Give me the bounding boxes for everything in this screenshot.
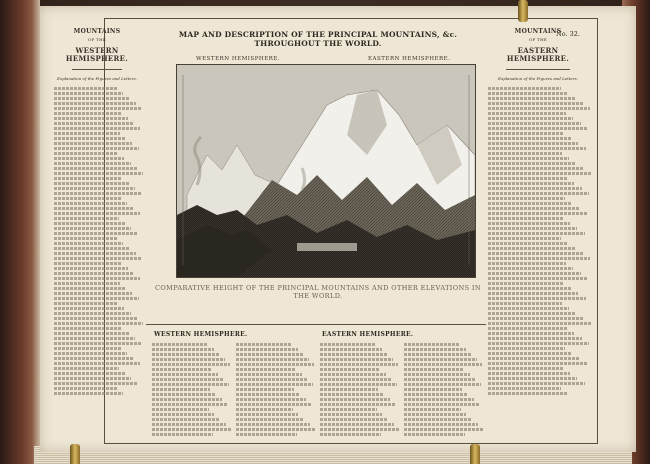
text-line bbox=[236, 398, 306, 401]
text-line bbox=[320, 358, 393, 361]
text-line bbox=[488, 212, 587, 215]
text-line bbox=[54, 192, 141, 195]
text-line bbox=[54, 132, 120, 135]
text-line bbox=[54, 237, 117, 240]
text-line bbox=[488, 127, 588, 130]
text-line bbox=[404, 398, 474, 401]
text-line bbox=[404, 418, 472, 421]
text-line bbox=[488, 242, 568, 245]
text-line bbox=[488, 382, 585, 385]
text-line bbox=[404, 383, 481, 386]
text-line bbox=[488, 122, 581, 125]
plate-number: No. 32. bbox=[556, 30, 580, 38]
text-line bbox=[488, 97, 575, 100]
text-line bbox=[488, 347, 565, 350]
text-line bbox=[488, 342, 589, 345]
text-line bbox=[320, 383, 397, 386]
text-line bbox=[54, 177, 122, 180]
text-line bbox=[236, 388, 294, 391]
text-line bbox=[320, 423, 394, 426]
text-line bbox=[488, 187, 582, 190]
text-line bbox=[152, 358, 225, 361]
eastern-column-title bbox=[486, 28, 590, 63]
text-line bbox=[404, 358, 477, 361]
western-mountain-list bbox=[52, 87, 142, 395]
text-line bbox=[404, 343, 460, 346]
text-line bbox=[54, 202, 127, 205]
text-line bbox=[488, 282, 564, 285]
text-line bbox=[152, 423, 226, 426]
text-line bbox=[54, 142, 132, 145]
text-line bbox=[54, 302, 118, 305]
western-column-title bbox=[52, 28, 142, 63]
text-line bbox=[404, 353, 471, 356]
text-line bbox=[54, 207, 133, 210]
text-line bbox=[236, 358, 309, 361]
text-line bbox=[320, 428, 399, 431]
text-line bbox=[152, 348, 214, 351]
text-line bbox=[152, 413, 214, 416]
text-line bbox=[54, 247, 130, 250]
text-line bbox=[236, 368, 296, 371]
text-line bbox=[54, 337, 135, 340]
text-line bbox=[320, 363, 398, 366]
text-line bbox=[54, 197, 121, 200]
text-line bbox=[488, 387, 561, 390]
book-clasp-bottom-left bbox=[70, 444, 80, 464]
book-cover-left bbox=[0, 0, 40, 464]
text-line bbox=[404, 423, 478, 426]
text-line bbox=[404, 368, 464, 371]
text-line bbox=[54, 312, 131, 315]
text-line bbox=[488, 162, 576, 165]
text-line bbox=[488, 182, 574, 185]
eastern-hemisphere-label: EASTERN HEMISPHERE. bbox=[368, 56, 451, 62]
text-line bbox=[488, 372, 570, 375]
western-mountains-column bbox=[52, 28, 142, 438]
bottom-eastern-title: EASTERN HEMISPHERE. bbox=[322, 331, 414, 338]
text-line bbox=[488, 227, 577, 230]
text-line bbox=[236, 413, 298, 416]
text-line bbox=[54, 392, 123, 395]
text-line bbox=[152, 408, 209, 411]
text-line bbox=[54, 367, 119, 370]
text-line bbox=[236, 428, 315, 431]
divider bbox=[506, 69, 570, 70]
page-title: MAP AND DESCRIPTION OF THE PRINCIPAL MOUNTAINS, &c. THROUGHOUT THE WORLD. bbox=[178, 30, 458, 48]
text-line bbox=[488, 232, 585, 235]
text-line bbox=[488, 107, 590, 110]
text-line bbox=[152, 393, 216, 396]
text-line bbox=[488, 222, 570, 225]
text-line bbox=[54, 222, 125, 225]
mountain-engraving bbox=[176, 64, 476, 278]
text-line bbox=[54, 272, 134, 275]
text-line bbox=[152, 353, 219, 356]
text-line bbox=[54, 287, 126, 290]
western-title-line2: OF THE bbox=[87, 37, 107, 42]
text-line bbox=[488, 257, 590, 260]
text-line bbox=[488, 167, 584, 170]
text-line bbox=[236, 393, 300, 396]
text-line bbox=[320, 433, 381, 436]
text-line bbox=[320, 353, 387, 356]
text-line bbox=[236, 418, 304, 421]
text-line bbox=[488, 117, 573, 120]
text-line bbox=[152, 363, 230, 366]
text-line bbox=[488, 262, 566, 265]
text-line bbox=[236, 348, 298, 351]
text-line bbox=[488, 297, 586, 300]
western-table-right bbox=[234, 341, 314, 438]
text-line bbox=[54, 127, 140, 130]
text-line bbox=[152, 378, 223, 381]
text-line bbox=[152, 398, 222, 401]
text-line bbox=[404, 428, 483, 431]
text-line bbox=[54, 147, 139, 150]
bottom-tables bbox=[146, 324, 486, 439]
text-line bbox=[236, 403, 311, 406]
text-line bbox=[236, 353, 303, 356]
text-line bbox=[54, 362, 140, 365]
text-line bbox=[152, 433, 213, 436]
text-line bbox=[236, 383, 313, 386]
text-line bbox=[54, 152, 118, 155]
text-line bbox=[488, 287, 571, 290]
text-line bbox=[54, 227, 131, 230]
text-line bbox=[320, 373, 386, 376]
text-line bbox=[54, 372, 125, 375]
text-line bbox=[54, 212, 140, 215]
text-line bbox=[54, 87, 117, 90]
eastern-title-line3: EASTERN HEMISPHERE. bbox=[506, 46, 570, 63]
text-line bbox=[152, 373, 218, 376]
text-line bbox=[152, 418, 220, 421]
text-line bbox=[152, 383, 229, 386]
text-line bbox=[54, 92, 123, 95]
text-line bbox=[236, 378, 307, 381]
text-line bbox=[152, 388, 210, 391]
text-line bbox=[54, 382, 138, 385]
text-line bbox=[488, 197, 565, 200]
text-line bbox=[152, 403, 227, 406]
text-line bbox=[54, 327, 122, 330]
text-line bbox=[54, 102, 136, 105]
text-line bbox=[404, 363, 482, 366]
text-line bbox=[54, 257, 142, 260]
text-line bbox=[236, 363, 314, 366]
text-line bbox=[488, 87, 561, 90]
text-line bbox=[54, 322, 143, 325]
text-line bbox=[54, 157, 124, 160]
text-line bbox=[54, 232, 138, 235]
text-line bbox=[488, 247, 575, 250]
western-explanation-heading: Explanation of the Figures and Letters. bbox=[57, 76, 137, 81]
text-line bbox=[488, 337, 582, 340]
text-line bbox=[54, 277, 140, 280]
text-line bbox=[54, 387, 117, 390]
text-line bbox=[54, 137, 126, 140]
text-line bbox=[54, 97, 130, 100]
text-line bbox=[488, 142, 578, 145]
text-line bbox=[320, 408, 377, 411]
text-line bbox=[488, 332, 574, 335]
text-line bbox=[320, 393, 384, 396]
text-line bbox=[236, 343, 292, 346]
western-title-line1: MOUNTAINS bbox=[73, 28, 121, 35]
text-line bbox=[404, 413, 466, 416]
text-line bbox=[54, 377, 131, 380]
text-line bbox=[54, 352, 127, 355]
text-line bbox=[488, 392, 568, 395]
text-line bbox=[54, 117, 128, 120]
text-line bbox=[488, 357, 580, 360]
text-line bbox=[54, 107, 142, 110]
text-line bbox=[488, 322, 591, 325]
text-line bbox=[152, 343, 208, 346]
text-line bbox=[488, 267, 573, 270]
text-line bbox=[404, 373, 470, 376]
mountain-illustration bbox=[177, 65, 475, 277]
text-line bbox=[488, 147, 586, 150]
text-line bbox=[488, 132, 564, 135]
text-line bbox=[54, 342, 141, 345]
eastern-mountains-column bbox=[486, 28, 590, 438]
book-clasp-bottom bbox=[470, 444, 480, 464]
text-line bbox=[320, 368, 380, 371]
text-line bbox=[488, 327, 567, 330]
eastern-title-line2: OF THE bbox=[528, 37, 548, 42]
book-clasp-top bbox=[518, 0, 528, 22]
text-line bbox=[54, 282, 120, 285]
text-line bbox=[320, 378, 391, 381]
text-line bbox=[54, 167, 137, 170]
text-line bbox=[236, 423, 310, 426]
text-line bbox=[236, 433, 297, 436]
text-line bbox=[54, 297, 139, 300]
text-line bbox=[404, 408, 461, 411]
western-hemisphere-label: WESTERN HEMISPHERE. bbox=[196, 56, 281, 62]
text-line bbox=[320, 413, 382, 416]
text-line bbox=[54, 262, 122, 265]
text-line bbox=[320, 418, 388, 421]
text-line bbox=[236, 408, 293, 411]
eastern-explanation-heading: Explanation of the Figures and Letters. bbox=[498, 76, 578, 81]
text-line bbox=[404, 348, 466, 351]
western-table-left bbox=[150, 341, 230, 438]
text-line bbox=[404, 433, 465, 436]
text-line bbox=[54, 267, 128, 270]
text-line bbox=[152, 428, 231, 431]
text-line bbox=[488, 277, 588, 280]
eastern-title-line1: MOUNTAINS bbox=[514, 28, 562, 35]
text-line bbox=[236, 373, 302, 376]
text-line bbox=[54, 292, 132, 295]
text-line bbox=[320, 403, 395, 406]
text-line bbox=[488, 157, 569, 160]
text-line bbox=[488, 312, 576, 315]
text-line bbox=[488, 112, 566, 115]
text-line bbox=[54, 347, 121, 350]
text-line bbox=[488, 252, 583, 255]
text-line bbox=[54, 252, 136, 255]
text-line bbox=[488, 272, 581, 275]
text-line bbox=[488, 352, 572, 355]
text-line bbox=[488, 292, 578, 295]
text-line bbox=[488, 152, 562, 155]
text-line bbox=[404, 393, 468, 396]
text-line bbox=[54, 187, 135, 190]
bottom-western-title: WESTERN HEMISPHERE. bbox=[154, 331, 248, 338]
text-line bbox=[54, 172, 143, 175]
text-line bbox=[404, 388, 462, 391]
text-line bbox=[488, 377, 577, 380]
text-line bbox=[54, 317, 137, 320]
text-line bbox=[488, 202, 572, 205]
text-line bbox=[54, 162, 131, 165]
text-line bbox=[320, 388, 378, 391]
text-line bbox=[488, 172, 591, 175]
text-line bbox=[54, 122, 134, 125]
text-line bbox=[488, 237, 561, 240]
eastern-table-left bbox=[318, 341, 398, 438]
text-line bbox=[488, 307, 569, 310]
text-line bbox=[54, 357, 133, 360]
text-line bbox=[54, 112, 122, 115]
text-line bbox=[320, 348, 382, 351]
western-title-line3: WESTERN HEMISPHERE. bbox=[65, 46, 129, 63]
text-line bbox=[488, 317, 584, 320]
text-line bbox=[404, 378, 475, 381]
text-line bbox=[488, 367, 563, 370]
text-line bbox=[54, 217, 119, 220]
text-line bbox=[488, 217, 563, 220]
eastern-mountain-list bbox=[486, 87, 590, 395]
divider bbox=[72, 69, 122, 70]
text-line bbox=[152, 368, 212, 371]
text-line bbox=[54, 332, 129, 335]
text-line bbox=[404, 403, 479, 406]
text-line bbox=[488, 362, 587, 365]
eastern-table-right bbox=[402, 341, 482, 438]
text-line bbox=[488, 92, 568, 95]
text-line bbox=[54, 182, 129, 185]
text-line bbox=[488, 137, 571, 140]
text-line bbox=[488, 207, 580, 210]
text-line bbox=[488, 192, 589, 195]
text-line bbox=[54, 307, 124, 310]
text-line bbox=[488, 102, 583, 105]
text-line bbox=[488, 302, 562, 305]
text-line bbox=[488, 177, 567, 180]
text-line bbox=[320, 343, 376, 346]
plate-caption: COMPARATIVE HEIGHT OF THE PRINCIPAL MOUNTAINS AND OTHER ELEVATIONS IN THE WORLD. bbox=[155, 284, 481, 300]
text-line bbox=[320, 398, 390, 401]
text-line bbox=[54, 242, 123, 245]
